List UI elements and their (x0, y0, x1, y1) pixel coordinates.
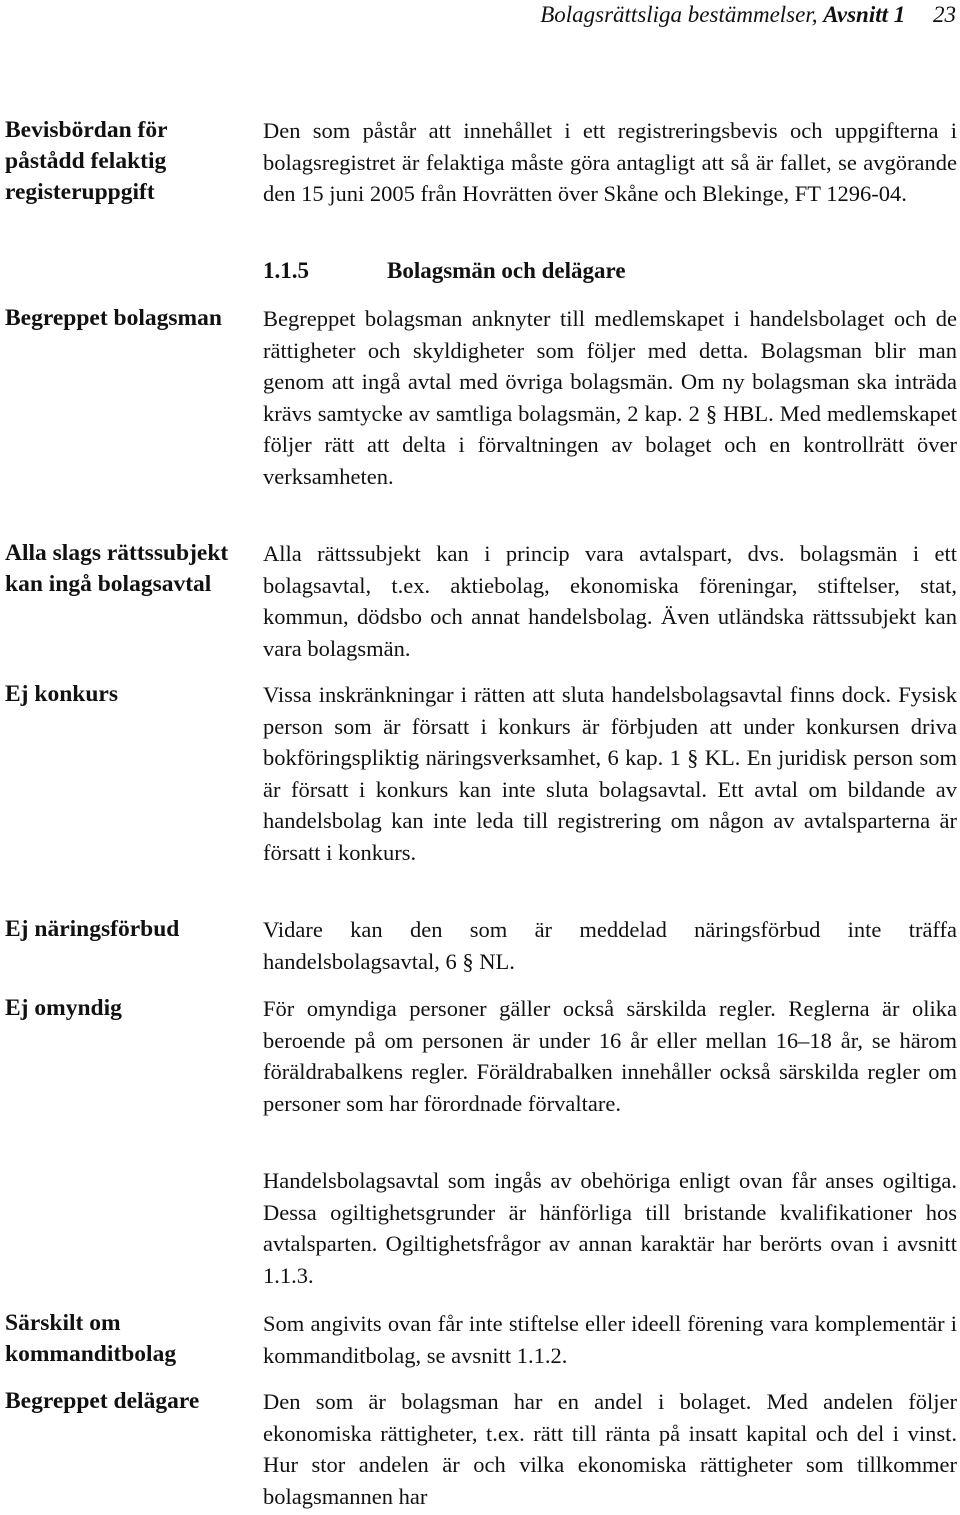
paragraph-rattssubjekt: Alla rättssubjekt kan i princip vara avtalspart, dvs. bolagsmän i ett bolagsavtal, t.ex. aktiebolag, ekonomiska föreningar, stiftelser, stat, kommun, dödsbo och annat handelsbolag. Även utländska rättssubjekt kan vara bolagsmän. (263, 541, 957, 661)
margin-note-begreppet-delagare: Begreppet delägare (5, 1388, 200, 1414)
margin-note-ej-naringsforbud: Ej näringsförbud (5, 916, 180, 942)
margin-note-alla-slags: Alla slags rättssubjekt kan ingå bolagsavtal (5, 540, 229, 597)
margin-note-ej-omyndig: Ej omyndig (5, 995, 122, 1021)
paragraph-naringsforbud: Vidare kan den som är meddelad näringsförbud inte träffa handelsbolagsavtal, 6 § NL. (263, 917, 957, 974)
paragraph-kommanditbolag: Som angivits ovan får inte stiftelse eller ideell förening vara komplementär i kommanditbolag, se avsnitt 1.1.2. (263, 1311, 957, 1368)
margin-note-bevisbordan: Bevisbördan för påstådd felaktig registeruppgift (5, 117, 168, 205)
page-number: 23 (933, 2, 956, 27)
page-header (0, 0, 960, 40)
paragraph-delagare: Den som är bolagsman har en andel i bolaget. Med andelen följer ekonomiska rättigheter, t.ex. rätt till ränta på insatt kapital och del i vinst. Hur stor andelen är och vilka ekonomiska rättigheter som tillkommer bolagsmannen har (263, 1389, 957, 1509)
paragraph-bolagsman: Begreppet bolagsman anknyter till medlemskapet i handelsbolaget och de rättigheter och skyldigheter som följer med detta. Bolagsman blir man genom att ingå avtal med övriga bolagsmän. Om ny bolagsman ska inträda krävs samtycke av samtliga bolagsmän, 2 kap. 2 § HBL. Med medlemskapet följer rätt att delta i förvaltningen av bolaget och en kontrollrätt över verksamheten. (263, 306, 957, 489)
paragraph-omyndig: För omyndiga personer gäller också särskilda regler. Reglerna är olika beroende på om personen är under 16 år eller mellan 16–18 år, se härom föräldrabalkens regler. Föräldrabalken innehåller också särskilda regler om personer som har förordnade förvaltare. (263, 996, 957, 1116)
section-number: 1.1.5 (263, 258, 309, 283)
section-title: Bolagsmän och delägare (387, 258, 626, 283)
section-heading (263, 255, 957, 286)
margin-note-ej-konkurs: Ej konkurs (5, 681, 118, 707)
margin-note-kommanditbolag: Särskilt om kommanditbolag (5, 1310, 177, 1367)
paragraph-bevisborda: Den som påstår att innehållet i ett registreringsbevis och uppgifterna i bolagsregistret är felaktiga måste göra antagligt att så är fallet, se avgörande den 15 juni 2005 från Hovrätten över Skåne och Blekinge, FT 1296-04. (263, 118, 957, 206)
header-title: Bolagsrättsliga bestämmelser, (540, 2, 818, 27)
margin-note-begreppet-bolagsman: Begreppet bolagsman (5, 305, 222, 331)
paragraph-konkurs: Vissa inskränkningar i rätten att sluta handelsbolagsavtal finns dock. Fysisk person som är försatt i konkurs är förbjuden att under konkursen driva bokföringspliktig näringsverksamhet, 6 kap. 1 § KL. En juridisk person som är försatt i konkurs kan inte sluta bolagsavtal. Ett avtal om bildande av handelsbolag kan inte leda till registrering om någon av avtalsparterna är försatt i konkurs. (263, 682, 957, 865)
header-section: Avsnitt 1 (823, 2, 906, 27)
paragraph-obehoriga: Handelsbolagsavtal som ingås av obehöriga enligt ovan får anses ogiltiga. Dessa ogiltighetsgrunder är hänförliga till bristande kvalifikationer hos avtalsparten. Ogiltighetsfrågor av annan karaktär har berörts ovan i avsnitt 1.1.3. (263, 1168, 957, 1288)
